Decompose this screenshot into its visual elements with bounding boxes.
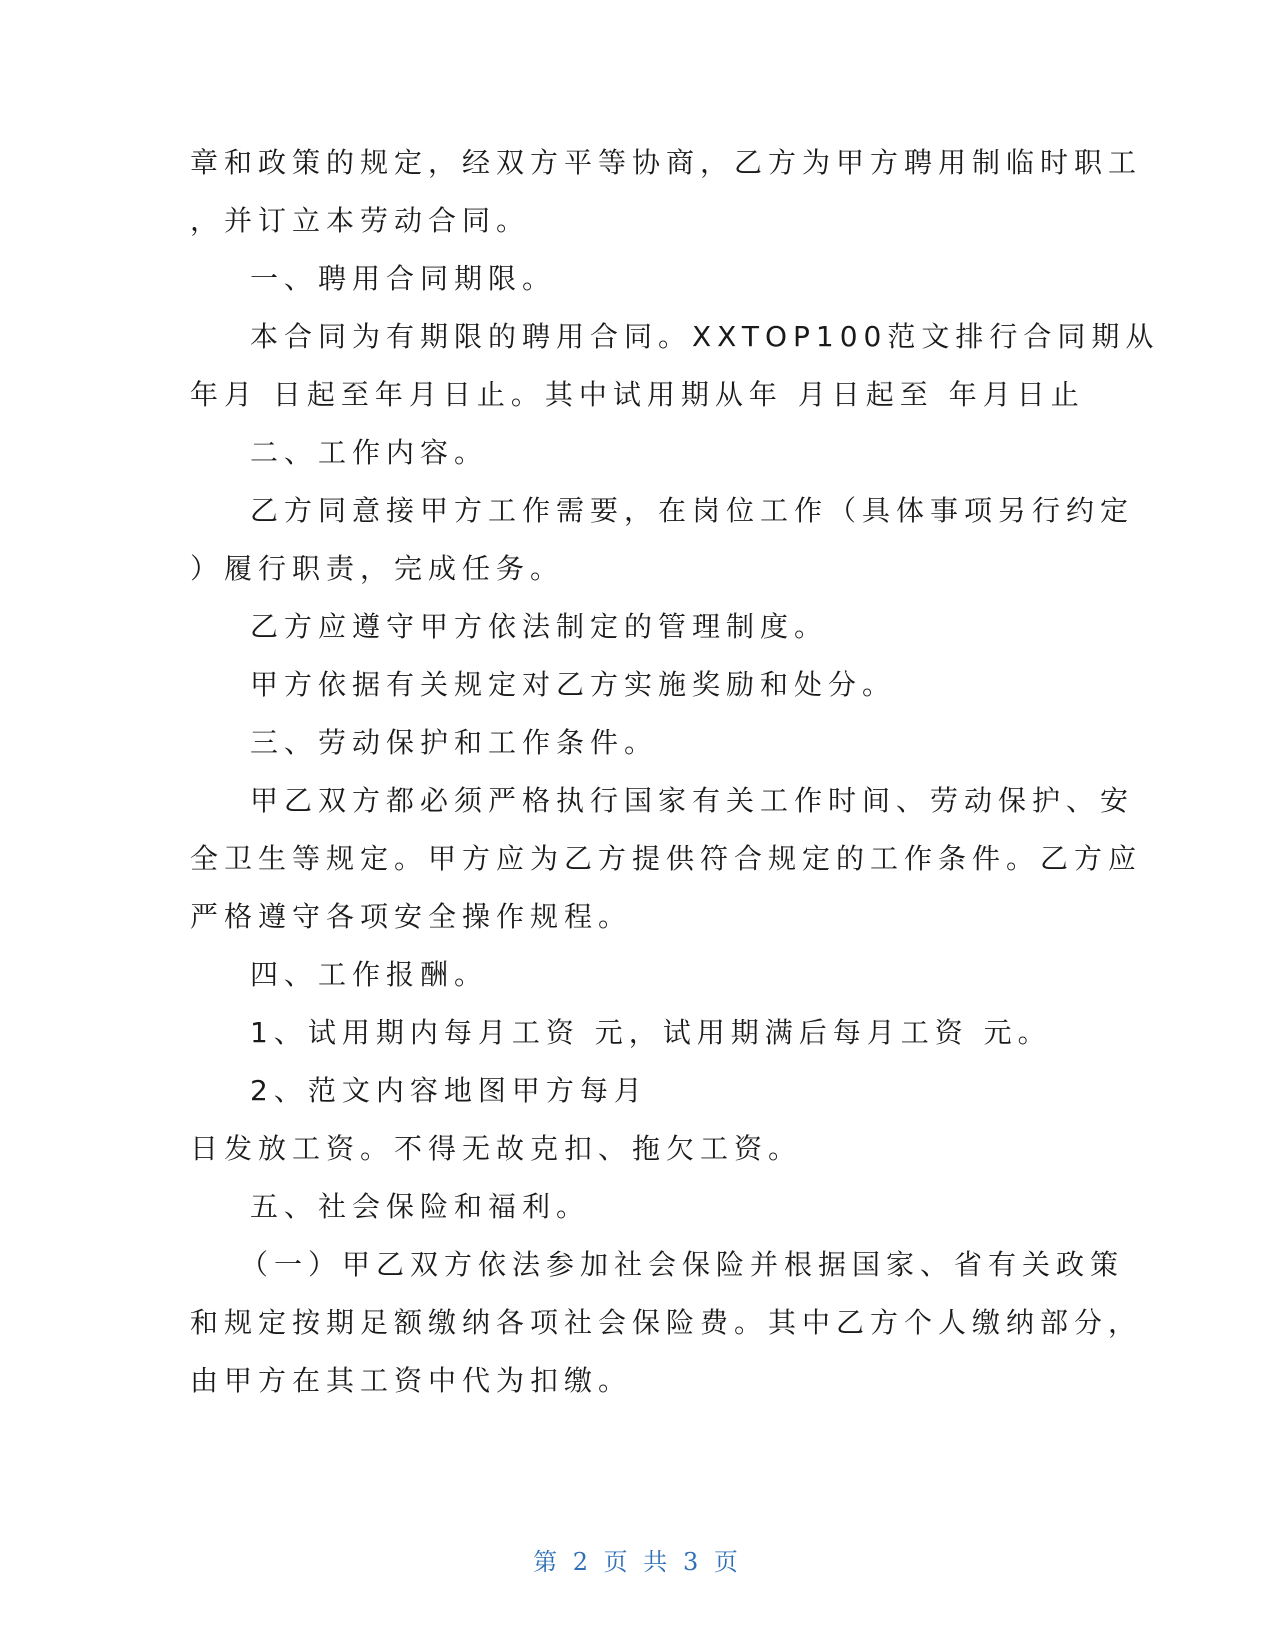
paragraph-line: 章和政策的规定，经双方平等协商，乙方为甲方聘用制临时职工 [190,146,1143,179]
paragraph-line: 1、试用期内每月工资 元，试用期满后每月工资 元。 [250,1016,1052,1049]
paragraph-line: 日发放工资。不得无故克扣、拖欠工资。 [190,1132,803,1165]
section-heading: 一、聘用合同期限。 [250,262,557,295]
paragraph-line: 乙方应遵守甲方依法制定的管理制度。 [250,610,829,643]
paragraph-line: 年月 日起至年月日止。其中试用期从年 月日起至 年月日止 [190,378,1085,411]
paragraph-line: 2、范文内容地图甲方每月 [250,1074,648,1107]
paragraph-line: 严格遵守各项安全操作规程。 [190,900,633,933]
paragraph-line: 乙方同意接甲方工作需要，在岗位工作（具体事项另行约定 [250,494,1135,527]
section-heading: 五、社会保险和福利。 [250,1190,591,1223]
paragraph-line: 由甲方在其工资中代为扣缴。 [190,1364,633,1397]
paragraph-line: ）履行职责，完成任务。 [190,552,565,585]
section-heading: 三、劳动保护和工作条件。 [250,726,659,759]
paragraph-line: （一）甲乙双方依法参加社会保险并根据国家、省有关政策 [240,1248,1125,1281]
paragraph-line: 甲乙双方都必须严格执行国家有关工作时间、劳动保护、安 [250,784,1135,817]
paragraph-line: 全卫生等规定。甲方应为乙方提供符合规定的工作条件。乙方应 [190,842,1143,875]
paragraph-line: ，并订立本劳动合同。 [190,204,531,237]
paragraph-line: 本合同为有期限的聘用合同。XXTOP100范文排行合同期从 [250,320,1160,353]
section-heading: 四、工作报酬。 [250,958,489,991]
page-number-text: 第 2 页 共 3 页 [533,1548,742,1576]
section-heading: 二、工作内容。 [250,436,489,469]
page-footer [0,1542,1275,1577]
paragraph-line: 甲方依据有关规定对乙方实施奖励和处分。 [250,668,897,701]
paragraph-line: 和规定按期足额缴纳各项社会保险费。其中乙方个人缴纳部分， [190,1306,1143,1339]
